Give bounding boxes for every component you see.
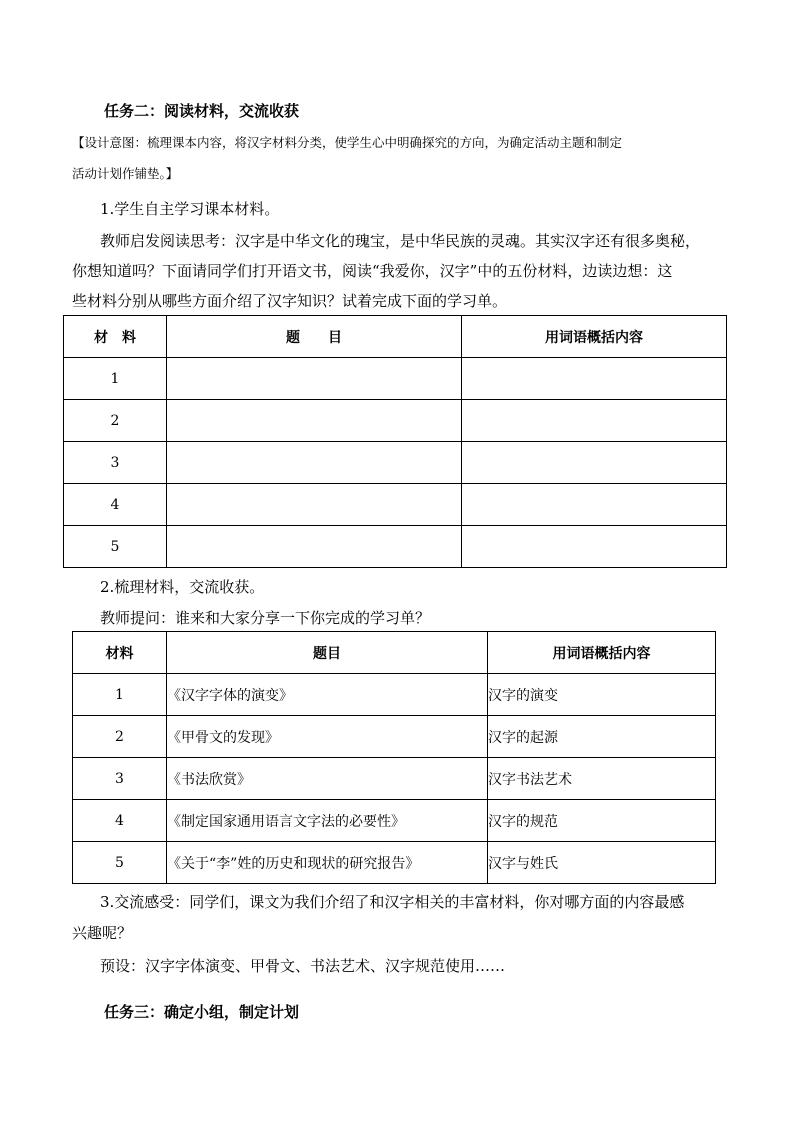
material-number: 4 [64,484,167,526]
material-number: 3 [64,442,167,484]
title-cell: 《制定国家通用语言文字法的必要性》 [167,800,488,842]
title-cell [167,526,462,568]
column-header-title: 题目 [167,632,488,674]
column-header-summary: 用词语概括内容 [488,632,716,674]
title-cell [167,442,462,484]
step1-paragraph-line2: 你想知道吗？下面请同学们打开语文书，阅读“我爱你，汉字”中的五份材料，边读边想：这 [72,262,673,280]
step1-paragraph-line3: 些材料分别从哪些方面介绍了汉字知识？试着完成下面的学习单。 [72,292,508,310]
summary-cell [462,484,727,526]
summary-cell: 汉字的演变 [488,674,716,716]
step1-title: 1.学生自主学习课本材料。 [100,200,280,218]
material-number: 5 [73,842,167,884]
material-number: 1 [73,674,167,716]
material-number: 4 [73,800,167,842]
summary-cell [462,400,727,442]
summary-cell: 汉字的起源 [488,716,716,758]
column-header-summary: 用词语概括内容 [462,316,727,358]
step3-line1: 3.交流感受：同学们，课文为我们介绍了和汉字相关的丰富材料，你对哪方面的内容最感 [100,893,685,911]
summary-cell: 汉字的规范 [488,800,716,842]
task2-heading: 任务二：阅读材料，交流收获 [104,102,300,120]
step2-question: 教师提问：谁来和大家分享一下你完成的学习单？ [100,609,431,627]
title-cell: 《甲骨文的发现》 [167,716,488,758]
column-header-material: 材 料 [64,316,167,358]
table-header-row [64,316,727,358]
material-number: 2 [73,716,167,758]
material-number: 3 [73,758,167,800]
table-row [64,358,727,400]
title-cell: 《汉字字体的演变》 [167,674,488,716]
step2-title: 2.梳理材料，交流收获。 [100,578,265,596]
material-number: 5 [64,526,167,568]
material-number: 1 [64,358,167,400]
worksheet-table-filled [72,631,716,884]
table-row [64,484,727,526]
step3-preset: 预设：汉字字体演变、甲骨文、书法艺术、汉字规范使用…… [100,957,506,975]
table-header-row [73,632,716,674]
summary-cell: 汉字书法艺术 [488,758,716,800]
title-cell: 《书法欣赏》 [167,758,488,800]
title-cell [167,400,462,442]
table-row [73,800,716,842]
worksheet-table-blank [63,315,727,568]
title-cell [167,484,462,526]
table-row [73,842,716,884]
step3-line2: 兴趣呢？ [72,924,133,942]
summary-cell [462,358,727,400]
design-note-line1: 【设计意图：梳理课本内容，将汉字材料分类，使学生心中明确探究的方向，为确定活动主题和制定 [72,135,623,150]
table-row [64,400,727,442]
summary-cell [462,442,727,484]
table-row [64,442,727,484]
table-row [73,758,716,800]
table-row [73,716,716,758]
summary-cell: 汉字与姓氏 [488,842,716,884]
table-row [73,674,716,716]
step1-paragraph-line1: 教师启发阅读思考：汉字是中华文化的瑰宝，是中华民族的灵魂。其实汉字还有很多奥秘， [100,232,701,250]
title-cell [167,358,462,400]
column-header-title: 题 目 [167,316,462,358]
summary-cell [462,526,727,568]
title-cell: 《关于“李”姓的历史和现状的研究报告》 [167,842,488,884]
design-note-line2: 活动计划作铺垫。】 [72,166,179,181]
material-number: 2 [64,400,167,442]
table-row [64,526,727,568]
task3-heading: 任务三：确定小组，制定计划 [104,1003,300,1021]
column-header-material: 材料 [73,632,167,674]
